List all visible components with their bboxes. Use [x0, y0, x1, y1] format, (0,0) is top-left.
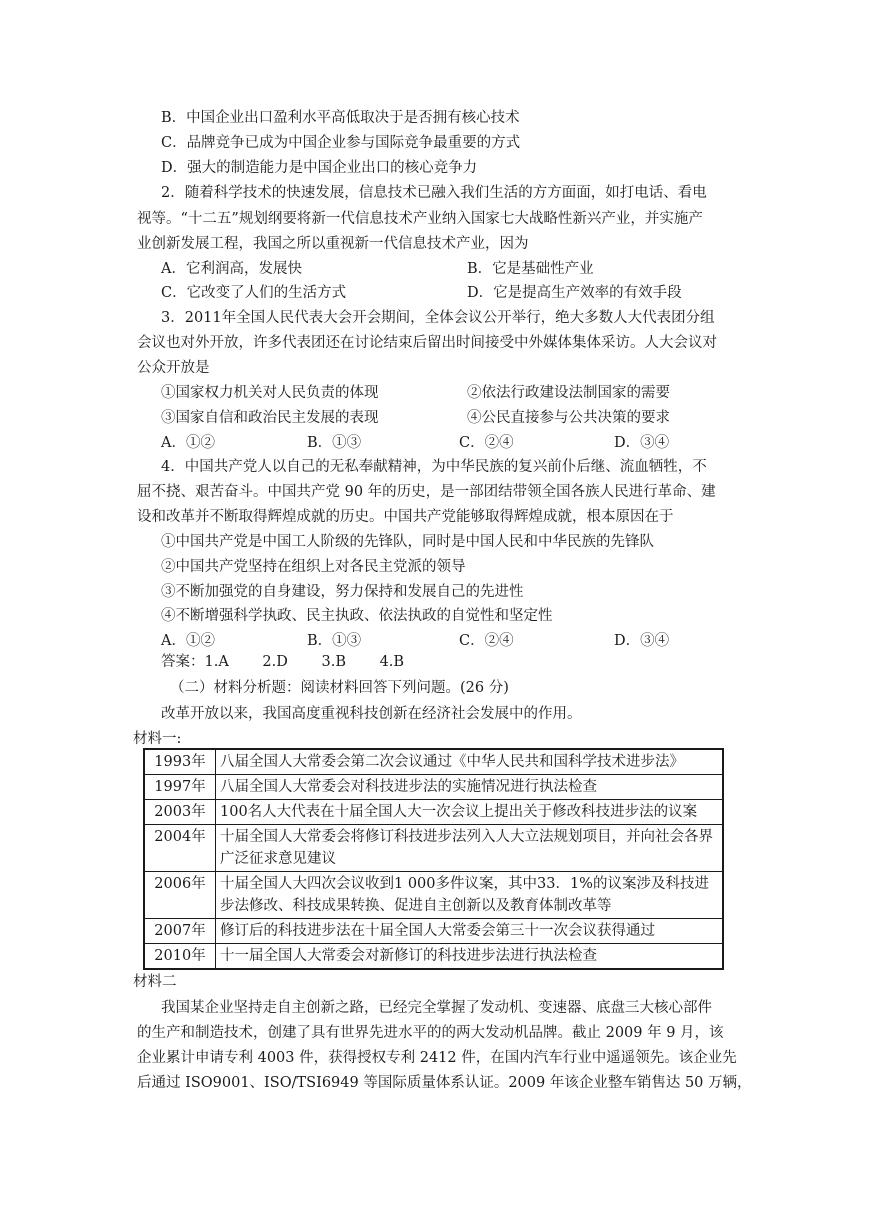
table-row: [144, 872, 723, 919]
year-cell: 2003年: [144, 800, 216, 825]
q2-option-a: A．它利润高，发展快: [161, 261, 302, 277]
material2-label: 材料二: [133, 974, 177, 990]
table-row: [144, 944, 723, 970]
table-row: [144, 825, 723, 872]
year-cell: 1997年: [144, 775, 216, 800]
q2-option-d: D．它是提高生产效率的有效手段: [467, 285, 682, 301]
q2-option-b: B．它是基础性产业: [467, 261, 594, 277]
year-cell: 1993年: [144, 749, 216, 775]
q4-stem-line-3: 设和改革并不断取得辉煌成就的历史。中国共产党能够取得辉煌成就，根本原因在于: [137, 509, 674, 525]
q4-choice-d: D．③④: [614, 633, 670, 649]
section2-title: （二）材料分析题：阅读材料回答下列问题。(26 分): [170, 680, 509, 696]
q4-stem-line-1: 4．中国共产党人以自己的无私奉献精神，为中华民族的复兴前仆后继、流血牺牲，不: [161, 459, 707, 475]
table-row: [144, 775, 723, 800]
q3-item-2: ②依法行政建设法制国家的需要: [467, 385, 670, 401]
event-cell: 十届全国人大四次会议收到1 000多件议案，其中33．1%的议案涉及科技进步法修改、科技成果转换、促进自主创新以及教育体制改革等: [216, 872, 724, 919]
material2-line-4: 后通过 ISO9001、ISO/TSI6949 等国际质量体系认证。2009 年该企业整车销售达 50 万辆，: [137, 1075, 752, 1091]
q3-item-3: ③国家自信和政治民主发展的表现: [161, 410, 379, 426]
q4-stem-line-2: 屈不挠、艰苦奋斗。中国共产党 90 年的历史，是一部团结带领全国各族人民进行革命、建: [137, 484, 716, 500]
q2-stem-line-3: 业创新发展工程，我国之所以重视新一代信息技术产业，因为: [137, 236, 529, 252]
q4-item-3: ③不断加强党的自身建设，努力保持和发展自己的先进性: [161, 584, 524, 600]
material2-line-1: 我国某企业坚持走自主创新之路，已经完全掌握了发动机、变速器、底盘三大核心部件: [161, 1000, 712, 1016]
event-cell: 修订后的科技进步法在十届全国人大常委会第三十一次会议获得通过: [216, 919, 724, 944]
table-row: [144, 919, 723, 944]
q4-item-4: ④不断增强科学执政、民主执政、依法执政的自觉性和坚定性: [161, 608, 553, 624]
q3-choice-b: B．①③: [307, 435, 362, 451]
answer-key: 答案：1.A 2.D 3.B 4.B: [161, 654, 405, 670]
material1-label: 材料一:: [133, 731, 182, 747]
q3-choice-d: D．③④: [614, 435, 670, 451]
event-cell: 100名人大代表在十届全国人大一次会议上提出关于修改科技进步法的议案: [216, 800, 724, 825]
q3-stem-line-1: 3．2011年全国人民代表大会开会期间，全体会议公开举行，绝大多数人大代表团分组: [161, 310, 715, 326]
q2-stem-line-2: 视等。“十二五”规划纲要将新一代信息技术产业纳入国家七大战略性新兴产业，并实施产: [137, 211, 703, 227]
q3-choice-c: C．②④: [459, 435, 514, 451]
q1-option-d: D．强大的制造能力是中国企业出口的核心竞争力: [161, 160, 478, 176]
table-row: [144, 800, 723, 825]
section2-intro: 改革开放以来，我国高度重视科技创新在经济社会发展中的作用。: [161, 706, 582, 722]
event-cell: 十届全国人大常委会将修订科技进步法列入人大立法规划项目，并向社会各界广泛征求意见建议: [216, 825, 724, 872]
year-cell: 2004年: [144, 825, 216, 872]
year-cell: 2006年: [144, 872, 216, 919]
material2-line-2: 的生产和制造技术，创建了具有世界先进水平的的两大发动机品牌。截止 2009 年 9 月，该: [137, 1025, 724, 1041]
material1-table: [143, 748, 724, 970]
q3-stem-line-2: 会议也对外开放，许多代表团还在讨论结束后留出时间接受中外媒体集体采访。人大会议对: [137, 335, 717, 351]
table-row: [144, 749, 723, 775]
material2-line-3: 企业累计申请专利 4003 件，获得授权专利 2412 件，在国内汽车行业中遥遥领先。该企业先: [137, 1050, 737, 1066]
event-cell: 八届全国人大常委会第二次会议通过《中华人民共和国科学技术进步法》: [216, 749, 724, 775]
q4-choice-c: C．②④: [459, 633, 514, 649]
q1-option-c: C．品牌竞争已成为中国企业参与国际竞争最重要的方式: [161, 135, 521, 151]
q3-item-1: ①国家权力机关对人民负责的体现: [161, 385, 379, 401]
q4-choice-b: B．①③: [307, 633, 362, 649]
q2-stem-line-1: 2．随着科学技术的快速发展，信息技术已融入我们生活的方方面面，如打电话、看电: [161, 185, 707, 201]
event-cell: 十一届全国人大常委会对新修订的科技进步法进行执法检查: [216, 944, 724, 970]
year-cell: 2007年: [144, 919, 216, 944]
q4-item-2: ②中国共产党坚持在组织上对各民主党派的领导: [161, 559, 466, 575]
q3-stem-line-3: 公众开放是: [137, 360, 210, 376]
q2-option-c: C．它改变了人们的生活方式: [161, 285, 347, 301]
q3-item-4: ④公民直接参与公共决策的要求: [467, 410, 670, 426]
q3-choice-a: A．①②: [161, 435, 215, 451]
q1-option-b: B．中国企业出口盈利水平高低取决于是否拥有核心技术: [161, 110, 520, 126]
year-cell: 2010年: [144, 944, 216, 970]
q4-item-1: ①中国共产党是中国工人阶级的先锋队，同时是中国人民和中华民族的先锋队: [161, 534, 654, 550]
event-cell: 八届全国人大常委会对科技进步法的实施情况进行执法检查: [216, 775, 724, 800]
q4-choice-a: A．①②: [161, 633, 215, 649]
